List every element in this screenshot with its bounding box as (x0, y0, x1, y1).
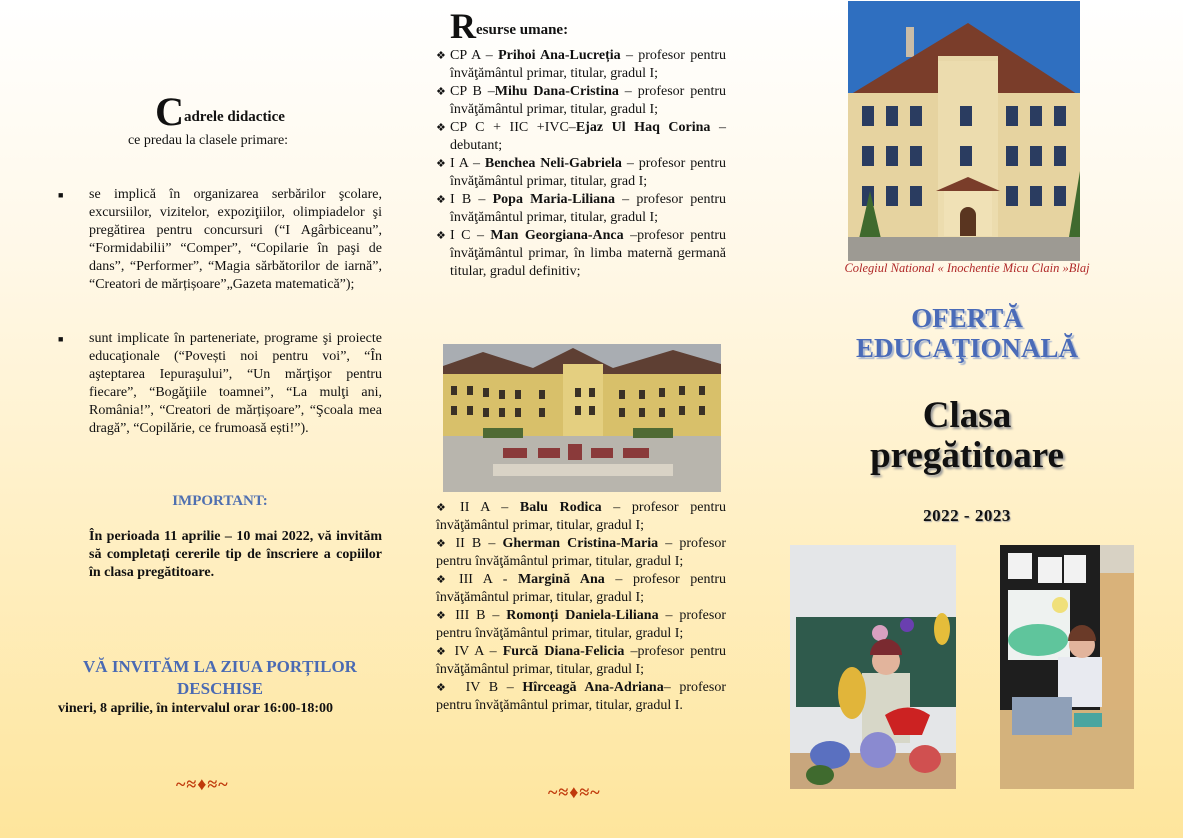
staff-description: – profesor pentru învăţământul primar, titular, gradul I; (436, 572, 726, 605)
open-day-title: VĂ INVITĂM LA ZIUA PORȚILOR DESCHISE (83, 657, 357, 698)
activities-list (58, 186, 382, 294)
teachers-heading (58, 89, 382, 134)
teachers-subheading: ce predau la clasele primare: (127, 133, 289, 148)
class-title-line2: pregătitoare (870, 435, 1064, 476)
partnerships-list (58, 330, 382, 438)
staff-name: Man Georgiana-Anca (490, 228, 624, 243)
staff-name: Mihu Dana-Cristina (494, 84, 619, 99)
staff-name: Furcă Diana-Felicia (502, 644, 625, 659)
diamond-bullet-icon: ❖ (436, 86, 446, 98)
heading-dropcap: C (155, 89, 184, 134)
diamond-bullet-icon: ❖ (436, 610, 450, 622)
staff-list-item (436, 191, 726, 227)
staff-name: Ejaz Ul Haq Corina (575, 120, 711, 135)
staff-list-item (436, 47, 726, 83)
staff-description: – profesor pentru învăţământul primar, titular, grad I; (450, 156, 726, 189)
diamond-bullet-icon: ❖ (436, 574, 453, 586)
teacher-with-flowers-photo (790, 545, 956, 789)
staff-class: II A – (460, 500, 520, 515)
staff-class: I A – (450, 156, 485, 171)
staff-description: – debutant; (450, 120, 727, 153)
diamond-bullet-icon: ❖ (436, 122, 446, 134)
list-item (58, 330, 382, 438)
middle-panel (436, 0, 726, 838)
diamond-bullet-icon: ❖ (436, 502, 455, 514)
staff-list-item (436, 535, 726, 571)
staff-description: – profesor pentru învăţământul primar, titular, gradul I; (450, 192, 726, 225)
staff-name: Romonți Daniela-Liliana (506, 608, 659, 623)
heading-dropcap: R (450, 6, 476, 46)
left-panel (58, 0, 382, 838)
offer-title-line2: EDUCAŢIONALĂ (855, 333, 1079, 363)
diamond-bullet-icon: ❖ (436, 50, 446, 62)
staff-class: CP B – (450, 84, 495, 99)
staff-description: –profesor pentru învăţământul primar, în limba maternă germană titular, gradul definitiv; (450, 228, 726, 279)
staff-list-item (436, 643, 726, 679)
ornament-divider: ~≈♦≈~ (176, 774, 229, 794)
class-title-line1: Clasa (922, 395, 1012, 436)
square-bullet-icon: ■ (58, 190, 64, 200)
staff-list-item (436, 607, 726, 643)
college-name: Colegiul National « Inochentie Micu Clain »Blaj (844, 261, 1090, 275)
heading-text: adrele didactice (183, 109, 285, 125)
staff-list-item (436, 119, 726, 155)
staff-name: Balu Rodica (519, 500, 602, 515)
heading-text: esurse umane: (476, 22, 569, 38)
staff-class: III B – (455, 608, 507, 623)
class-title (784, 396, 1150, 476)
staff-description: – profesor pentru învăţământul primar, titular, gradul I; (436, 500, 727, 533)
important-text: În perioada 11 aprilie – 10 mai 2022, vă invităm să completați cererile tip de înscriere a copiilor în clasa pregătitoare. (89, 529, 382, 580)
staff-list-item (436, 227, 726, 281)
staff-name: Benchea Neli-Gabriela (484, 156, 622, 171)
staff-list-item (436, 155, 726, 191)
staff-class: III A - (458, 572, 518, 587)
staff-class: I B – (450, 192, 493, 207)
diamond-bullet-icon: ❖ (436, 538, 450, 550)
staff-name: Gherman Cristina-Maria (502, 536, 659, 551)
staff-name: Margină Ana (517, 572, 605, 587)
diamond-bullet-icon: ❖ (436, 682, 451, 694)
staff-name: Prihoi Ana-Lucreția (498, 48, 621, 63)
college-building-photo (848, 1, 1080, 261)
staff-description: – profesor pentru învăţământul primar, titular, gradul I; (436, 608, 726, 641)
staff-class: IV A – (454, 644, 503, 659)
right-panel (784, 0, 1150, 838)
staff-description: – profesor pentru învăţământul primar, titular, gradul I. (436, 680, 726, 713)
staff-description: –profesor pentru învăţământul primar, titular, gradul I; (436, 644, 726, 677)
staff-class: CP C + IIC +IVC– (450, 120, 576, 135)
offer-title (784, 303, 1150, 363)
offer-title-line1: OFERTĂ (911, 303, 1023, 333)
square-bullet-icon: ■ (58, 334, 64, 344)
open-day-date: vineri, 8 aprilie, în intervalul orar 16:00-18:00 (58, 701, 334, 716)
staff-description: – profesor pentru învăţământul primar, titular, gradul I; (436, 536, 726, 569)
staff-class: II B – (455, 536, 503, 551)
staff-list-item (436, 83, 726, 119)
important-label: IMPORTANT: (172, 493, 268, 509)
staff-list-item (436, 679, 726, 715)
staff-list-top (436, 47, 726, 281)
staff-description: – profesor pentru învăţământul primar, titular, gradul I; (450, 48, 726, 81)
staff-class: CP A – (450, 48, 499, 63)
staff-name: Hîrceagă Ana-Adriana (522, 680, 664, 695)
resources-heading (450, 8, 568, 44)
diamond-bullet-icon: ❖ (436, 194, 446, 206)
staff-list-bottom (436, 499, 726, 715)
diamond-bullet-icon: ❖ (436, 158, 446, 170)
bullet-text: se implică în organizarea serbărilor şcolare, excursiilor, vizitelor, expoziţiilor, olimpiadelor şi pregătirea pentru concursuri (“I Agârbiceanu”, “Formidabilii” “Comper”, “Copilarie în paşi de dans”, “Performer”, “Magia sărbătorilor de iarnă”, “Creatori de mărțișoare”„Gazeta matematică”); (89, 187, 382, 292)
staff-list-item (436, 571, 726, 607)
list-item (58, 186, 382, 294)
staff-description: – profesor pentru învăţământul primar, titular, gradul I; (450, 84, 726, 117)
staff-list-item (436, 499, 726, 535)
diamond-bullet-icon: ❖ (436, 646, 449, 658)
staff-name: Popa Maria-Liliana (492, 192, 615, 207)
staff-class: IV B – (456, 680, 523, 695)
school-courtyard-photo (443, 344, 721, 492)
staff-class: I C – (450, 228, 491, 243)
school-year: 2022 - 2023 (923, 506, 1011, 525)
diamond-bullet-icon: ❖ (436, 230, 446, 242)
bullet-text: sunt implicate în parteneriate, programe şi proiecte educaţionale (“Povești noi pentru voi”, “În aşteptarea Iepuraşului”, “Un mărţişor pentru fiecare”, “Bogăţiile toamnei”, “La mulţi ani, România!”, “Creatori de mărțișoare”, “Şcoala mea dragă”, “Copilărie, ce frumoasă ești!”). (89, 331, 382, 436)
ornament-divider: ~≈♦≈~ (548, 782, 601, 802)
teacher-at-desk-photo (1000, 545, 1134, 789)
